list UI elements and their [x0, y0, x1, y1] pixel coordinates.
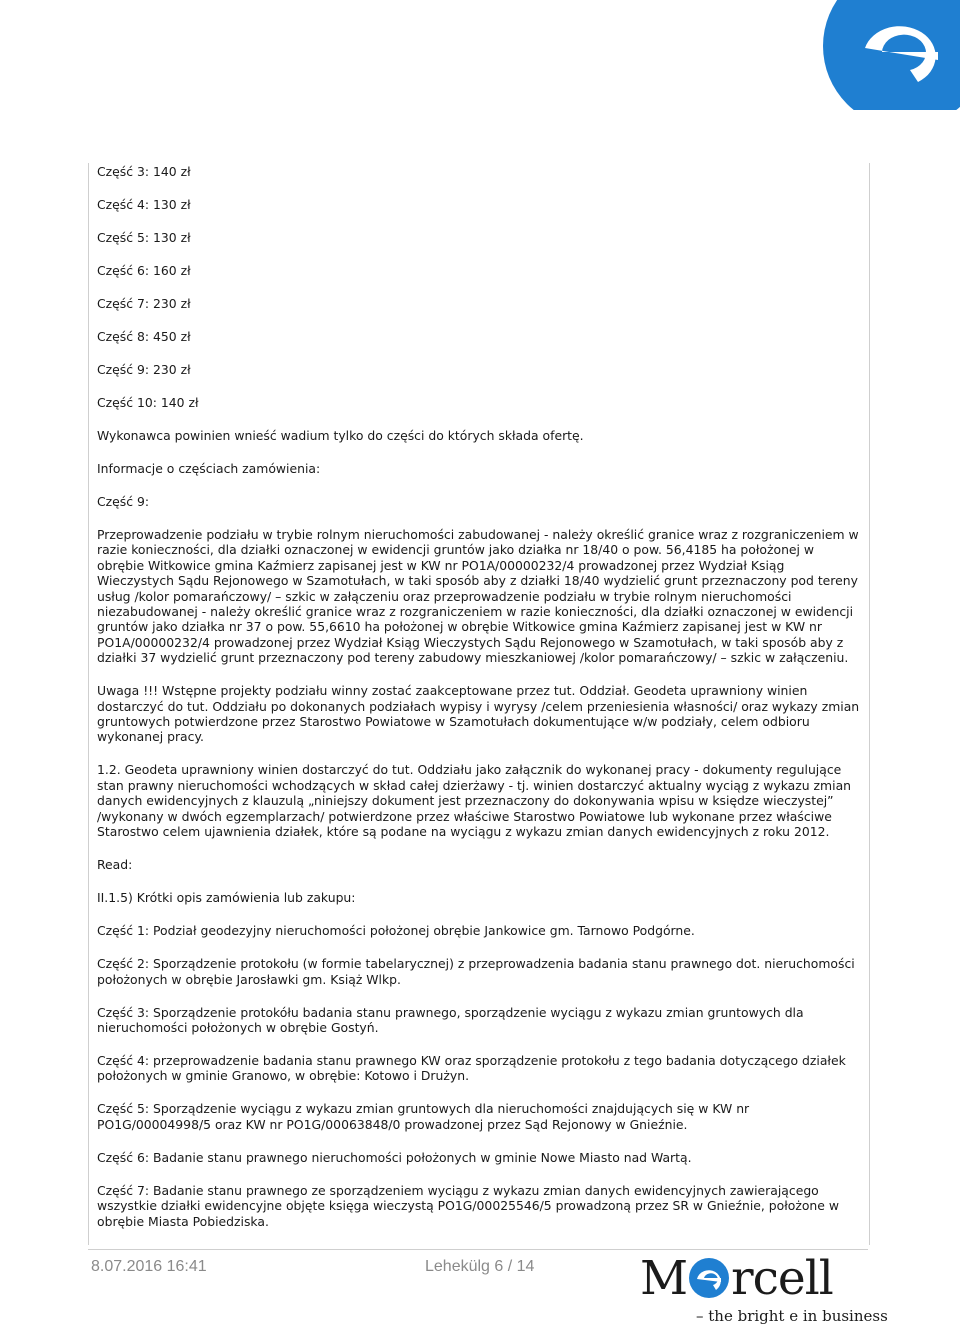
- paragraph: Część 6: Badanie stanu prawnego nieruchomości położonych w gminie Nowe Miasto nad Wartą.: [97, 1149, 692, 1165]
- paragraph: Część 1: Podział geodezyjny nieruchomości położonej obrębie Jankowice gm. Tarnowo Podgórne.: [97, 923, 695, 939]
- paragraph: Część 5: 130 zł: [97, 230, 191, 245]
- paragraph: 1.2. Geodeta uprawniony winien dostarczyć do tut. Oddziału jako załącznik do wykonanej pracy - dokumenty regulujące stan prawny nieruchomości wchodzących w skład całej dzierżawy - tj. winien dostarczyć aktualny wyciąg z wykazu zmian danych ewidencyjnych z klauzulą „niniejszy dokument jest przeznaczony do dokonywania wpisu w księdze wieczystej” /wykonany w dwóch egzemplarzach/ potwierdzone przez właściwe Starostwo Powiatowe lub wykonane przez właściwe Starostwo celem ujawnienia działek, które są podane na wyciągu z wykazu zmian danych ewidencyjnych z roku 2012.: [97, 762, 852, 840]
- paragraph: Część 8: 450 zł: [97, 329, 191, 344]
- marcell-e-icon: [810, 0, 960, 110]
- brand-tagline: – the bright e in business: [696, 1307, 888, 1325]
- paragraph: Uwaga !!! Wstępne projekty podziału winny zostać zaakceptowane przez tut. Oddział. Geodeta uprawniony winien dostarczyć do tut. Oddziału po dokonanych podziałach wypisy i wyrysy /celem przeniesienia własności/ oraz wykazy zmian gruntowych potwierdzone przez Starostwo Powiatowe w Szamotułach dokumentujące w/w podziały, celem odbioru wykonanej pracy.: [97, 683, 860, 745]
- paragraph: Część 4: przeprowadzenie badania stanu prawnego KW oraz sporządzenie protokołu z tego badania dotyczącego działek położonych w gminie Granowo, w obrębie: Kotowo i Drużyn.: [97, 1052, 846, 1084]
- paragraph: Część 3: Sporządzenie protokółu badania stanu prawnego, sporządzenie wyciągu z wykazu zmian gruntowych dla nieruchomości położonych w obrębie Gostyń.: [97, 1004, 804, 1035]
- paragraph: Część 7: Badanie stanu prawnego ze sporządzeniem wyciągu z wykazu zmian danych ewidencyjnych zawierającego wszystkie działki ewidencyjne objęte księga wieczystą PO1G/00025546/5 prowadzoną przez SR w Gnieźnie, położone w obrębie Miasta Pobiedziska.: [97, 1182, 839, 1229]
- paragraph: II.1.5) Krótki opis zamówienia lub zakupu:: [97, 890, 356, 906]
- footer-page-number: Lehekülg 6 / 14: [425, 1258, 535, 1275]
- paragraph: Część 9: 230 zł: [97, 362, 191, 377]
- paragraph: Część 10: 140 zł: [97, 395, 199, 410]
- paragraph: Część 5: Sporządzenie wyciągu z wykazu zmian gruntowych dla nieruchomości znajdujących się w KW nr PO1G/00004998/5 oraz KW nr PO1G/00063848/0 prowadzonej przez Sąd Rejonowy w Gnieźnie.: [97, 1101, 750, 1132]
- paragraph: Część 7: 230 zł: [97, 296, 191, 311]
- brand-e-icon: [688, 1257, 730, 1299]
- footer-date: 8.07.2016 16:41: [91, 1258, 207, 1275]
- document-body: [97, 164, 863, 1247]
- paragraph: Część 6: 160 zł: [97, 263, 191, 278]
- paragraph: Przeprowadzenie podziału w trybie rolnym nieruchomości zabudowanej - należy określić granice wraz z rozgraniczeniem w razie konieczności, dla działki oznaczonej w ewidencji gruntów jako działka nr 18/40 o pow. 56,4185 ha położonej w obrębie Witkowice gmina Kaźmierz zapisanej jest w KW nr PO1A/00000232/4 prowadzonej przez Wydział Ksiąg Wieczystych Sądu Rejonowego w Szamotułach, w taki sposób aby z działki 18/40 wydzielić grunt przeznaczony pod tereny usług /kolor pomarańczowy/ – szkic w załączeniu oraz przeprowadzenie podziału w trybie rolnym nieruchomości niezabudowanej - należy określić granice wraz z rozgraniczeniem w razie konieczności, dla działki oznaczonej w ewidencji gruntów jako działka nr 37 o pow. 55,6610 ha położonej w obrębie Witkowice gmina Kaźmierz zapisanej jest w KW nr PO1A/00000232/4 prowadzonej przez Wydział Ksiąg Wieczystych Sądu Rejonowego w Szamotułach, w taki sposób aby z działki 37 wydzielić grunt przeznaczony pod tereny zabudowy mieszkaniowej /kolor pomarańczowy/ – szkic w załączeniu.: [97, 527, 859, 666]
- brand-logo: [640, 1250, 888, 1329]
- brand-name: M rcell: [640, 1251, 833, 1306]
- paragraph: Read:: [97, 857, 133, 873]
- paragraph: Część 2: Sporządzenie protokołu (w formie tabelarycznej) z przeprowadzenia badania stanu prawnego dot. nieruchomości położonych w obrębie Jarosławki gm. Książ Wlkp.: [97, 956, 855, 987]
- paragraph: Część 9:: [97, 494, 150, 509]
- paragraph: Część 4: 130 zł: [97, 197, 191, 212]
- paragraph: Wykonawca powinien wnieść wadium tylko do części do których składa ofertę.: [97, 428, 584, 443]
- paragraph: Część 3: 140 zł: [97, 164, 191, 179]
- paragraph: Informacje o częściach zamówienia:: [97, 461, 321, 476]
